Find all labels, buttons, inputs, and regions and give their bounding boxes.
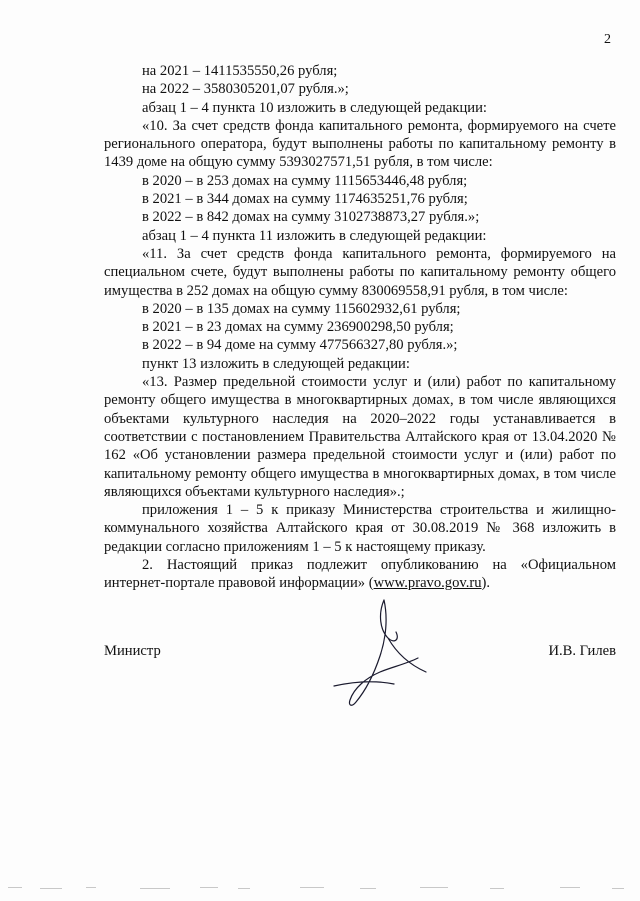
paragraph: в 2022 – в 94 доме на сумму 477566327,80 рубля.»; bbox=[142, 337, 458, 354]
paragraph: «11. За счет средств фонда капитального ремонта, формируемого на специальном счете, будут выполнены работы по капитальному ремонту общего имущества в 252 домах на общую сумму 830069558,91 рубля, в том числе: bbox=[104, 245, 616, 299]
signatory-name: И.В. Гилев bbox=[548, 643, 616, 659]
scan-artifacts bbox=[0, 884, 640, 892]
paragraph: на 2022 – 3580305201,07 рубля.»; bbox=[142, 81, 349, 98]
paragraph: в 2021 – в 23 домах на сумму 236900298,50 рубля; bbox=[142, 319, 454, 336]
paragraph: абзац 1 – 4 пункта 11 изложить в следующей редакции: bbox=[142, 227, 487, 244]
signatory-role: Министр bbox=[104, 643, 161, 659]
publication-text-end: ). bbox=[481, 575, 491, 592]
paragraph: на 2021 – 1411535550,26 рубля; bbox=[142, 63, 338, 79]
page-number: 2 bbox=[604, 32, 611, 47]
publication-paragraph bbox=[104, 556, 616, 593]
paragraph: в 2022 – в 842 домах на сумму 3102738873,27 рубля.»; bbox=[142, 209, 480, 226]
paragraph: в 2020 – в 135 домах на сумму 115602932,61 рубля; bbox=[142, 300, 461, 317]
document-body bbox=[104, 62, 616, 593]
paragraph: «13. Размер предельной стоимости услуг и (или) работ по капитальному ремонту общего имущества в многоквартирных домах, в том числе являющихся объектами культурного наследия на 2020–2022 годы устанавливается в соответствии с постановлением Правительства Алтайского края от 13.04.2020 № 162 «Об установлении размера предельной стоимости услуг и (или) работ по капитальному ремонту общего имущества в многоквартирных домах, в том числе являющихся объектами культурного наследия».; bbox=[104, 374, 616, 500]
pravo-link[interactable]: www.pravo.gov.ru bbox=[373, 575, 482, 592]
paragraph: приложения 1 – 5 к приказу Министерства строительства и жилищно-коммунального хозяйства Алтайского края от 30.08.2019 № 368 изложить в редакции согласно приложениям 1 – 5 к настоящему приказу. bbox=[104, 502, 616, 555]
paragraph: пункт 13 изложить в следующей редакции: bbox=[142, 355, 410, 372]
publication-text: 2. Настоящий приказ подлежит опубликованию на «Официальном интернет-портале правовой информации» ( bbox=[104, 557, 616, 592]
paragraph: абзац 1 – 4 пункта 10 изложить в следующей редакции: bbox=[142, 99, 487, 116]
paragraph: в 2021 – в 344 домах на сумму 1174635251,76 рубля; bbox=[142, 191, 468, 208]
handwritten-signature bbox=[322, 598, 432, 710]
paragraph: «10. За счет средств фонда капитального ремонта, формируемого на счете регионального оператора, будут выполнены работы по капитальному ремонту в 1439 доме на общую сумму 5393027571,51 рубля, в том числе: bbox=[104, 117, 616, 171]
paragraph: в 2020 – в 253 домах на сумму 1115653446,48 рубля; bbox=[142, 172, 468, 189]
